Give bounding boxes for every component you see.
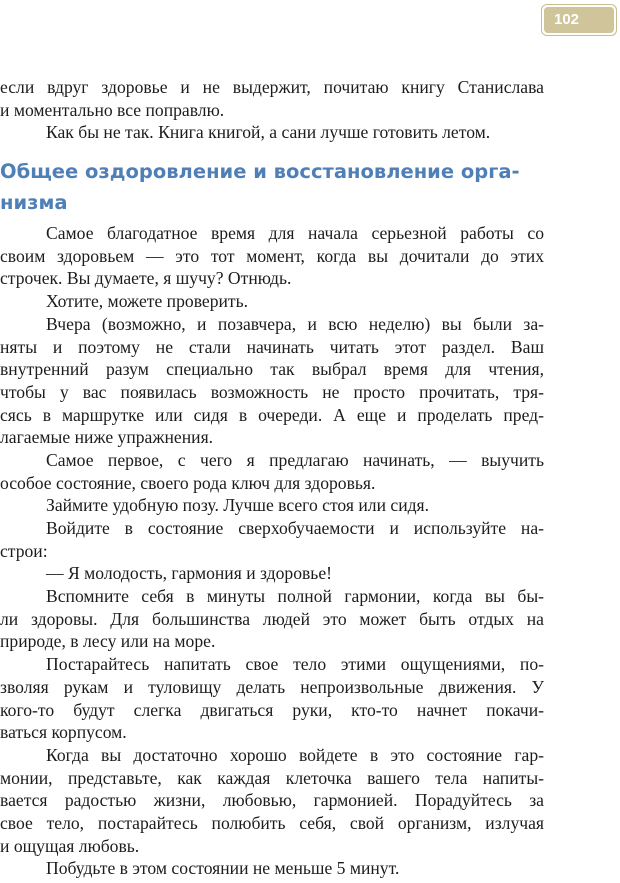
text-line: строчек. Вы думаете, я шучу? Отнюдь. (0, 268, 292, 289)
text-line: природе, в лесу или на море. (0, 631, 216, 652)
text-line: если вдруг здоровье и не выдержит, почитаю книгу Станислава (0, 77, 544, 97)
text-line: Побудьте в этом состоянии не меньше 5 минут. (46, 858, 400, 879)
text-line: Вчера (возможно, и позавчера, и всю неделю) вы были за- (46, 313, 544, 334)
page-content (0, 76, 544, 880)
paragraph (0, 562, 544, 585)
paragraph (0, 653, 544, 744)
text-line: Займите удобную позу. Лучше всего стоя или сидя. (46, 495, 430, 516)
text-line: лагаемые ниже упражнения. (0, 427, 214, 448)
text-line: сясь в маршрутке или сидя в очереди. А еще и проделать пред- (0, 404, 544, 425)
text-line: ваться корпусом. (0, 722, 127, 743)
body-text (0, 222, 544, 880)
paragraph (0, 517, 544, 562)
heading-line: Общее оздоровление и восстановление орга- (0, 160, 520, 184)
paragraph (0, 76, 544, 121)
paragraph (0, 121, 544, 144)
text-line: и моментально все поправлю. (0, 99, 225, 120)
paragraph (0, 449, 544, 494)
text-line: Вспомните себя в минуты полной гармонии, когда вы бы- (46, 586, 544, 607)
page-number: 102 (544, 7, 614, 33)
text-line: ли здоровы. Для большинства людей это может быть отдых на (0, 608, 544, 629)
paragraph (0, 313, 544, 449)
text-line: — Я молодость, гармония и здоровье! (46, 563, 332, 584)
text-line: свое тело, постарайтесь полюбить себя, свой организм, излучая (0, 812, 544, 833)
text-line: Самое первое, с чего я предлагаю начинать, — выучить (46, 449, 544, 470)
text-line: Самое благодатное время для начала серьезной работы со (46, 223, 544, 244)
text-line: Постарайтесь напитать свое тело этими ощущениями, по- (46, 654, 544, 675)
paragraph (0, 744, 544, 857)
text-line: вается радостью жизни, любовью, гармонией. Порадуйтесь за (0, 790, 544, 811)
text-line: внутренний разум специально так выбрал время для чтения, (0, 359, 544, 380)
text-line: и ощущая любовь. (0, 835, 140, 856)
text-line: Хотите, можете проверить. (46, 291, 249, 312)
paragraph (0, 857, 544, 880)
page-number-tab (541, 4, 617, 36)
text-line: зволяя рукам и туловищу делать непроизвольные движения. У (0, 676, 544, 697)
text-line: Войдите в состояние сверхобучаемости и используйте на- (46, 518, 544, 538)
section-heading (0, 156, 544, 218)
text-line: Как бы не так. Книга книгой, а сани лучше готовить летом. (46, 122, 491, 143)
text-line: своим здоровьем — это тот момент, когда вы дочитали до этих (0, 245, 544, 266)
text-line: строи: (0, 540, 48, 561)
heading-line: низма (0, 191, 68, 215)
paragraph (0, 585, 544, 653)
text-line: кого-то будут слегка двигаться руки, кто-то начнет покачи- (0, 699, 544, 720)
text-line: монии, представьте, как каждая клеточка вашего тела напиты- (0, 767, 544, 788)
paragraph (0, 494, 544, 517)
paragraph (0, 222, 544, 290)
text-line: чтобы у вас появилась возможность не просто прочитать, тря- (0, 381, 544, 402)
paragraph (0, 290, 544, 313)
text-line: Когда вы достаточно хорошо войдете в это состояние гар- (46, 744, 544, 765)
intro-block (0, 76, 544, 144)
text-line: няты и поэтому не стали начинать читать этот раздел. Ваш (0, 336, 544, 357)
text-line: особое состояние, своего рода ключ для здоровья. (0, 472, 376, 493)
